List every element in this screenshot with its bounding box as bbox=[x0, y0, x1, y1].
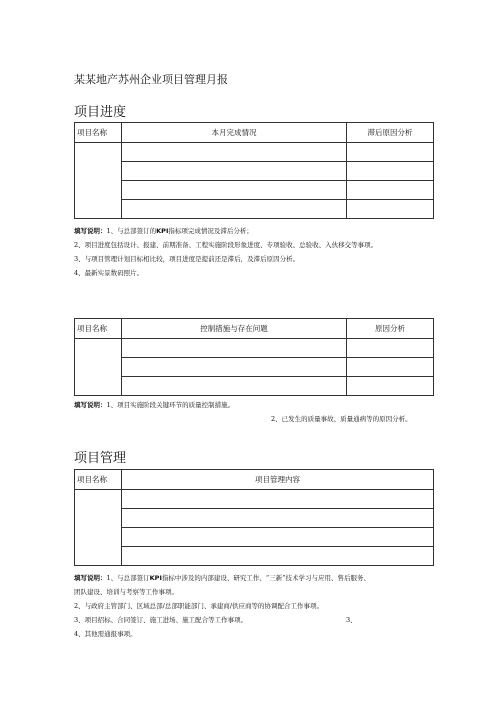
table-cell[interactable] bbox=[347, 339, 434, 358]
note-line-1: 填写说明：1、项目实施阶段关键环节的质量控制措施。 bbox=[74, 401, 235, 409]
note-line-2: 2、项目进度包括设计、报建、前期准备、工程实施阶段形象进度、专项验收、总验收、入伙移交等事项。 bbox=[74, 241, 378, 249]
note-line-1: 填写说明：1、与总部签订KPI指标中涉及的内部建设、研究工作、“三新”技术学习与应用、售后服务、 bbox=[74, 574, 371, 582]
note-line-2: 团队建设、培训与考察等工作事项。 bbox=[74, 588, 178, 596]
progress-table bbox=[74, 122, 434, 219]
table-cell[interactable] bbox=[122, 528, 434, 547]
header-delay-analysis: 滞后原因分析 bbox=[347, 123, 434, 143]
project-name-cell[interactable] bbox=[75, 143, 122, 219]
header-cause-analysis: 原因分析 bbox=[347, 319, 434, 339]
project-name-cell[interactable] bbox=[75, 339, 122, 396]
table-cell[interactable] bbox=[122, 181, 347, 200]
note-label: 填写说明： bbox=[74, 227, 107, 235]
section-title-progress: 项目进度 bbox=[74, 105, 127, 120]
table-cell[interactable] bbox=[347, 162, 434, 181]
table-cell[interactable] bbox=[122, 143, 347, 162]
table-cell[interactable] bbox=[347, 181, 434, 200]
table-cell[interactable] bbox=[122, 162, 347, 181]
table-cell[interactable] bbox=[122, 339, 347, 358]
table-cell[interactable] bbox=[347, 358, 434, 377]
note-label: 填写说明： bbox=[74, 574, 107, 582]
document-title: 某某地产苏州企业项目管理月报 bbox=[74, 73, 228, 86]
note-label: 填写说明： bbox=[74, 401, 107, 409]
management-table bbox=[74, 469, 434, 566]
quality-table bbox=[74, 318, 434, 396]
note-line-4: 3、项目招标、合同签订、施工进场、施工配合等工作事项。 bbox=[74, 616, 248, 624]
table-cell[interactable] bbox=[347, 143, 434, 162]
note-line-2: 2、已发生的质量事故、质量通病等的原因分析。 bbox=[271, 415, 412, 423]
header-project-name: 项目名称 bbox=[75, 123, 122, 143]
note-line-5: 4、其他需通报事项。 bbox=[74, 630, 137, 638]
project-name-cell[interactable] bbox=[75, 490, 122, 566]
header-management-content: 项目管理内容 bbox=[122, 470, 434, 490]
table-cell[interactable] bbox=[347, 200, 434, 219]
note-line-3: 2、与政府主管部门、区域总部/总部职能部门、承建商/供应商等的协调配合工作事项。 bbox=[74, 602, 324, 610]
table-cell[interactable] bbox=[122, 490, 434, 509]
header-project-name: 项目名称 bbox=[75, 470, 122, 490]
note-line-4: 4、最新实景数码照片。 bbox=[74, 269, 144, 277]
table-cell[interactable] bbox=[122, 358, 347, 377]
header-project-name: 项目名称 bbox=[75, 319, 122, 339]
header-control-measures: 控制措施与存在问题 bbox=[122, 319, 347, 339]
table-cell[interactable] bbox=[122, 200, 347, 219]
table-cell[interactable] bbox=[122, 547, 434, 566]
table-cell[interactable] bbox=[122, 377, 347, 396]
section-title-management: 项目管理 bbox=[74, 451, 127, 466]
note-line-1: 填写说明：1、与总部签订的KPI指标项完成情况及滞后分析； bbox=[74, 227, 253, 235]
table-cell[interactable] bbox=[122, 509, 434, 528]
note-line-4b: 3、 bbox=[346, 616, 357, 624]
table-cell[interactable] bbox=[347, 377, 434, 396]
header-monthly-completion: 本月完成情况 bbox=[122, 123, 347, 143]
note-line-3: 3、与项目管理计划目标相比较，项目进度是提前还是滞后，及滞后原因分析。 bbox=[74, 255, 300, 263]
